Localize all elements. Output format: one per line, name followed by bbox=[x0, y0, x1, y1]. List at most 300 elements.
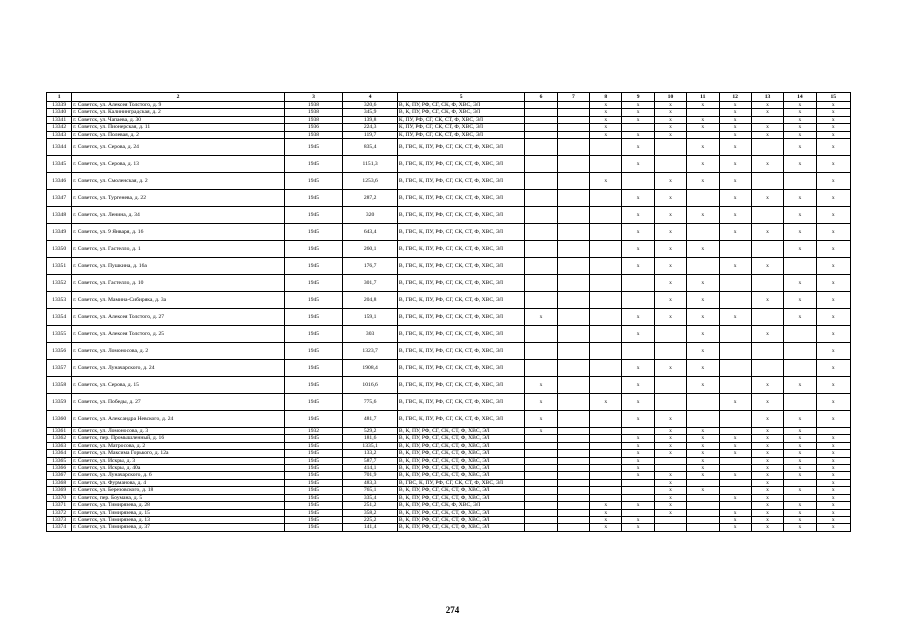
cell-mark-col-14 bbox=[784, 173, 816, 190]
cell-mark-col-15: x bbox=[816, 457, 850, 464]
column-header: 1 bbox=[47, 93, 72, 102]
table-row bbox=[47, 190, 851, 207]
cell-number: 13350 bbox=[47, 241, 72, 258]
cell-mark-col-6 bbox=[525, 139, 557, 156]
cell-utilities: В, ГВС, К, ПУ, РФ, СГ, СК, СТ, Ф, ХВС, ЭЛ bbox=[397, 224, 524, 241]
column-header: 6 bbox=[525, 93, 557, 102]
cell-mark-col-7 bbox=[557, 207, 589, 224]
cell-mark-col-11: x bbox=[687, 428, 719, 435]
cell-mark-col-8 bbox=[590, 457, 622, 464]
cell-mark-col-14: x bbox=[784, 428, 816, 435]
cell-number: 13357 bbox=[47, 360, 72, 377]
cell-mark-col-15: x bbox=[816, 450, 850, 457]
cell-utilities: К, ПУ, РФ, СГ, СК, СТ, Ф, ХВС, ЭЛ bbox=[397, 124, 524, 131]
cell-number: 13359 bbox=[47, 394, 72, 411]
cell-mark-col-15: x bbox=[816, 116, 850, 123]
cell-mark-col-11: x bbox=[687, 465, 719, 472]
cell-mark-col-10: x bbox=[654, 502, 686, 509]
cell-mark-col-10: x bbox=[654, 102, 686, 109]
cell-mark-col-13: x bbox=[751, 502, 783, 509]
cell-number: 13345 bbox=[47, 156, 72, 173]
cell-mark-col-9: x bbox=[622, 472, 654, 479]
cell-number: 13369 bbox=[47, 487, 72, 494]
cell-mark-col-8: x bbox=[590, 516, 622, 523]
cell-utilities: В, ГВС, К, ПУ, РФ, СГ, СК, СТ, Ф, ХВС, ЭЛ bbox=[397, 241, 524, 258]
cell-mark-col-11 bbox=[687, 109, 719, 116]
cell-area: 1323,7 bbox=[343, 343, 398, 360]
cell-mark-col-14: x bbox=[784, 156, 816, 173]
cell-address: г. Советск, ул. Гастелло, д. 1 bbox=[72, 241, 284, 258]
table-row bbox=[47, 509, 851, 516]
cell-number: 13362 bbox=[47, 435, 72, 442]
cell-mark-col-13: x bbox=[751, 224, 783, 241]
cell-mark-col-11: x bbox=[687, 173, 719, 190]
cell-mark-col-9: x bbox=[622, 516, 654, 523]
cell-mark-col-9 bbox=[622, 275, 654, 292]
cell-mark-col-14: x bbox=[784, 472, 816, 479]
cell-mark-col-14: x bbox=[784, 487, 816, 494]
cell-mark-col-14: x bbox=[784, 109, 816, 116]
cell-mark-col-6 bbox=[525, 343, 557, 360]
cell-mark-col-10: x bbox=[654, 207, 686, 224]
table-row bbox=[47, 131, 851, 138]
cell-mark-col-9: x bbox=[622, 411, 654, 428]
cell-area: 481,7 bbox=[343, 411, 398, 428]
cell-mark-col-10 bbox=[654, 457, 686, 464]
cell-mark-col-14: x bbox=[784, 224, 816, 241]
cell-number: 13351 bbox=[47, 258, 72, 275]
cell-utilities: В, К, ПУ, РФ, СГ, СК, СТ, Ф, ХВС, ЭЛ bbox=[397, 487, 524, 494]
table-row bbox=[47, 292, 851, 309]
cell-mark-col-14 bbox=[784, 479, 816, 486]
cell-mark-col-15 bbox=[816, 428, 850, 435]
cell-mark-col-13: x bbox=[751, 465, 783, 472]
cell-year: 1932 bbox=[284, 428, 343, 435]
cell-mark-col-8 bbox=[590, 224, 622, 241]
cell-address: г. Советск, ул. Серова, д. 13 bbox=[72, 156, 284, 173]
cell-mark-col-7 bbox=[557, 450, 589, 457]
cell-mark-col-15: x bbox=[816, 479, 850, 486]
cell-mark-col-12 bbox=[719, 343, 751, 360]
cell-mark-col-10: x bbox=[654, 190, 686, 207]
cell-mark-col-14: x bbox=[784, 457, 816, 464]
cell-mark-col-15: x bbox=[816, 343, 850, 360]
cell-mark-col-9: x bbox=[622, 457, 654, 464]
cell-mark-col-14: x bbox=[784, 524, 816, 531]
cell-mark-col-14: x bbox=[784, 190, 816, 207]
cell-mark-col-11 bbox=[687, 494, 719, 501]
table-row bbox=[47, 394, 851, 411]
cell-mark-col-9 bbox=[622, 509, 654, 516]
cell-mark-col-13: x bbox=[751, 494, 783, 501]
cell-address: г. Советск, ул. Ломоносова, д. 3 bbox=[72, 428, 284, 435]
cell-mark-col-10 bbox=[654, 465, 686, 472]
cell-mark-col-9: x bbox=[622, 450, 654, 457]
cell-address: г. Советск, ул. Тимирязева, д. 13 bbox=[72, 516, 284, 523]
cell-mark-col-9: x bbox=[622, 131, 654, 138]
cell-area: 303 bbox=[343, 326, 398, 343]
cell-mark-col-12 bbox=[719, 428, 751, 435]
cell-year: 1945 bbox=[284, 139, 343, 156]
cell-number: 13360 bbox=[47, 411, 72, 428]
cell-mark-col-11: x bbox=[687, 442, 719, 449]
cell-year: 1945 bbox=[284, 156, 343, 173]
cell-mark-col-11: x bbox=[687, 139, 719, 156]
cell-utilities: В, ГВС, К, ПУ, РФ, СГ, СК, СТ, Ф, ХВС, ЭЛ bbox=[397, 309, 524, 326]
cell-mark-col-7 bbox=[557, 258, 589, 275]
cell-year: 1938 bbox=[284, 131, 343, 138]
cell-mark-col-14: x bbox=[784, 131, 816, 138]
cell-mark-col-8: x bbox=[590, 509, 622, 516]
cell-mark-col-13: x bbox=[751, 190, 783, 207]
cell-mark-col-14 bbox=[784, 394, 816, 411]
cell-year: 1945 bbox=[284, 435, 343, 442]
cell-mark-col-15: x bbox=[816, 241, 850, 258]
cell-utilities: В, ГВС, К, ПУ, РФ, СГ, СК, СТ, Ф, ХВС, ЭЛ bbox=[397, 326, 524, 343]
cell-mark-col-7 bbox=[557, 411, 589, 428]
cell-mark-col-13: x bbox=[751, 450, 783, 457]
cell-mark-col-10: x bbox=[654, 292, 686, 309]
cell-mark-col-12 bbox=[719, 377, 751, 394]
cell-mark-col-8: x bbox=[590, 116, 622, 123]
cell-area: 176,7 bbox=[343, 258, 398, 275]
column-header: 7 bbox=[557, 93, 589, 102]
cell-mark-col-10: x bbox=[654, 224, 686, 241]
table-body bbox=[47, 102, 851, 532]
cell-mark-col-12: x bbox=[719, 516, 751, 523]
cell-area: 414,1 bbox=[343, 465, 398, 472]
cell-mark-col-9 bbox=[622, 487, 654, 494]
cell-year: 1945 bbox=[284, 457, 343, 464]
cell-mark-col-11 bbox=[687, 516, 719, 523]
table-row bbox=[47, 450, 851, 457]
table-row bbox=[47, 275, 851, 292]
cell-utilities: В, ГВС, К, ПУ, РФ, СГ, СК, СТ, Ф, ХВС, ЭЛ bbox=[397, 173, 524, 190]
cell-area: 835,4 bbox=[343, 139, 398, 156]
cell-utilities: В, К, ПУ, РФ, СГ, СК, СТ, Ф, ХВС, ЭЛ bbox=[397, 435, 524, 442]
cell-mark-col-11: x bbox=[687, 156, 719, 173]
cell-mark-col-8 bbox=[590, 465, 622, 472]
cell-mark-col-11: x bbox=[687, 457, 719, 464]
table-row bbox=[47, 487, 851, 494]
cell-mark-col-12: x bbox=[719, 472, 751, 479]
cell-number: 13373 bbox=[47, 516, 72, 523]
cell-mark-col-9 bbox=[622, 173, 654, 190]
column-header: 14 bbox=[784, 93, 816, 102]
cell-mark-col-8: x bbox=[590, 502, 622, 509]
cell-address: г. Советск, ул. Ломоносова, д. 2 bbox=[72, 343, 284, 360]
cell-mark-col-13 bbox=[751, 275, 783, 292]
column-header: 13 bbox=[751, 93, 783, 102]
table-row bbox=[47, 309, 851, 326]
cell-mark-col-13: x bbox=[751, 411, 783, 428]
cell-mark-col-8: x bbox=[590, 173, 622, 190]
cell-mark-col-11: x bbox=[687, 207, 719, 224]
cell-mark-col-15: x bbox=[816, 190, 850, 207]
cell-mark-col-9 bbox=[622, 428, 654, 435]
cell-mark-col-8: x bbox=[590, 524, 622, 531]
cell-area: 301,7 bbox=[343, 275, 398, 292]
cell-year: 1936 bbox=[284, 124, 343, 131]
cell-mark-col-7 bbox=[557, 442, 589, 449]
cell-number: 13343 bbox=[47, 131, 72, 138]
page-number: 274 bbox=[445, 605, 460, 615]
cell-number: 13354 bbox=[47, 309, 72, 326]
cell-mark-col-14: x bbox=[784, 309, 816, 326]
cell-mark-col-14: x bbox=[784, 124, 816, 131]
table-row bbox=[47, 442, 851, 449]
cell-mark-col-15: x bbox=[816, 258, 850, 275]
cell-mark-col-9: x bbox=[622, 109, 654, 116]
cell-mark-col-13: x bbox=[751, 258, 783, 275]
column-header: 2 bbox=[72, 93, 284, 102]
cell-mark-col-14 bbox=[784, 360, 816, 377]
cell-mark-col-7 bbox=[557, 275, 589, 292]
cell-mark-col-11: x bbox=[687, 275, 719, 292]
cell-mark-col-14: x bbox=[784, 411, 816, 428]
cell-mark-col-8 bbox=[590, 472, 622, 479]
cell-mark-col-6 bbox=[525, 435, 557, 442]
cell-mark-col-7 bbox=[557, 494, 589, 501]
cell-mark-col-7 bbox=[557, 465, 589, 472]
cell-mark-col-9: x bbox=[622, 190, 654, 207]
cell-mark-col-8 bbox=[590, 343, 622, 360]
cell-utilities: В, К, ПУ, РФ, СГ, СК, СТ, Ф, ХВС, ЭЛ bbox=[397, 428, 524, 435]
cell-mark-col-13: x bbox=[751, 487, 783, 494]
cell-mark-col-13 bbox=[751, 360, 783, 377]
column-header: 11 bbox=[687, 93, 719, 102]
cell-mark-col-12: x bbox=[719, 109, 751, 116]
cell-area: 529,2 bbox=[343, 428, 398, 435]
cell-utilities: В, ГВС, К, ПУ, РФ, СГ, СК, СТ, Ф, ХВС, ЭЛ bbox=[397, 292, 524, 309]
cell-mark-col-11: x bbox=[687, 472, 719, 479]
cell-mark-col-9 bbox=[622, 292, 654, 309]
cell-number: 13342 bbox=[47, 124, 72, 131]
cell-mark-col-15: x bbox=[816, 394, 850, 411]
cell-mark-col-13: x bbox=[751, 394, 783, 411]
cell-mark-col-14: x bbox=[784, 377, 816, 394]
cell-address: г. Советск, ул. Ленина, д. 34 bbox=[72, 207, 284, 224]
cell-mark-col-10 bbox=[654, 326, 686, 343]
cell-mark-col-15: x bbox=[816, 502, 850, 509]
cell-mark-col-7 bbox=[557, 343, 589, 360]
cell-mark-col-10: x bbox=[654, 509, 686, 516]
cell-mark-col-15: x bbox=[816, 509, 850, 516]
cell-year: 1945 bbox=[284, 487, 343, 494]
cell-number: 13348 bbox=[47, 207, 72, 224]
cell-mark-col-7 bbox=[557, 516, 589, 523]
cell-mark-col-10: x bbox=[654, 124, 686, 131]
cell-mark-col-6 bbox=[525, 457, 557, 464]
cell-number: 13364 bbox=[47, 450, 72, 457]
cell-utilities: В, К, ПУ, РФ, СГ, СК, СТ, Ф, ХВС, ЭЛ bbox=[397, 442, 524, 449]
cell-utilities: В, К, ПУ, РФ, СГ, СК, СТ, Ф, ХВС, ЭЛ bbox=[397, 450, 524, 457]
cell-mark-col-12: x bbox=[719, 309, 751, 326]
cell-mark-col-11: x bbox=[687, 377, 719, 394]
cell-mark-col-10 bbox=[654, 343, 686, 360]
table-row bbox=[47, 224, 851, 241]
cell-mark-col-14: x bbox=[784, 116, 816, 123]
cell-mark-col-13 bbox=[751, 241, 783, 258]
cell-utilities: В, ГВС, К, ПУ, РФ, СГ, СК, СТ, Ф, ХВС, ЭЛ bbox=[397, 343, 524, 360]
cell-mark-col-12: x bbox=[719, 442, 751, 449]
cell-area: 358,2 bbox=[343, 509, 398, 516]
cell-mark-col-11 bbox=[687, 479, 719, 486]
cell-mark-col-15: x bbox=[816, 309, 850, 326]
table-row bbox=[47, 343, 851, 360]
cell-mark-col-15: x bbox=[816, 102, 850, 109]
cell-utilities: В, ГВС, К, ПУ, РФ, СГ, СК, СТ, Ф, ХВС, ЭЛ bbox=[397, 190, 524, 207]
cell-mark-col-6 bbox=[525, 450, 557, 457]
cell-mark-col-9: x bbox=[622, 309, 654, 326]
cell-address: г. Советск, ул. Пионерская, д. 11 bbox=[72, 124, 284, 131]
cell-mark-col-15: x bbox=[816, 472, 850, 479]
table-row bbox=[47, 116, 851, 123]
cell-mark-col-13 bbox=[751, 309, 783, 326]
cell-utilities: В, ГВС, К, ПУ, РФ, СГ, СК, СТ, Ф, ХВС, ЭЛ bbox=[397, 394, 524, 411]
cell-mark-col-14: x bbox=[784, 509, 816, 516]
cell-mark-col-13: x bbox=[751, 102, 783, 109]
cell-mark-col-7 bbox=[557, 524, 589, 531]
cell-area: 335,4 bbox=[343, 494, 398, 501]
cell-mark-col-11 bbox=[687, 131, 719, 138]
cell-mark-col-14 bbox=[784, 326, 816, 343]
cell-address: г. Советск, ул. Полевая, д. 2 bbox=[72, 131, 284, 138]
cell-mark-col-15: x bbox=[816, 109, 850, 116]
cell-address: г. Советск, ул. Тимирязева, д. 15 bbox=[72, 509, 284, 516]
cell-mark-col-14 bbox=[784, 258, 816, 275]
cell-area: 1335,1 bbox=[343, 442, 398, 449]
cell-number: 13361 bbox=[47, 428, 72, 435]
cell-mark-col-11 bbox=[687, 411, 719, 428]
cell-mark-col-12 bbox=[719, 479, 751, 486]
cell-mark-col-15: x bbox=[816, 173, 850, 190]
table-row bbox=[47, 479, 851, 486]
cell-mark-col-10: x bbox=[654, 275, 686, 292]
cell-number: 13353 bbox=[47, 292, 72, 309]
cell-mark-col-15: x bbox=[816, 156, 850, 173]
cell-mark-col-9: x bbox=[622, 524, 654, 531]
cell-mark-col-9: x bbox=[622, 258, 654, 275]
cell-number: 13368 bbox=[47, 479, 72, 486]
cell-mark-col-7 bbox=[557, 502, 589, 509]
cell-number: 13367 bbox=[47, 472, 72, 479]
cell-mark-col-8 bbox=[590, 411, 622, 428]
cell-mark-col-6 bbox=[525, 156, 557, 173]
cell-mark-col-6 bbox=[525, 173, 557, 190]
column-header: 15 bbox=[816, 93, 850, 102]
cell-number: 13341 bbox=[47, 116, 72, 123]
cell-mark-col-10: x bbox=[654, 411, 686, 428]
cell-utilities: В, ГВС, К, ПУ, РФ, СГ, СК, СТ, Ф, ХВС, ЭЛ bbox=[397, 275, 524, 292]
cell-utilities: К, ПУ, РФ, СГ, СК, СТ, Ф, ХВС, ЭЛ bbox=[397, 131, 524, 138]
cell-number: 13370 bbox=[47, 494, 72, 501]
cell-area: 587,7 bbox=[343, 457, 398, 464]
table-row bbox=[47, 241, 851, 258]
cell-mark-col-12 bbox=[719, 465, 751, 472]
cell-mark-col-10: x bbox=[654, 494, 686, 501]
cell-mark-col-6: x bbox=[525, 394, 557, 411]
cell-mark-col-12: x bbox=[719, 102, 751, 109]
cell-year: 1945 bbox=[284, 224, 343, 241]
cell-mark-col-6 bbox=[525, 275, 557, 292]
cell-number: 13372 bbox=[47, 509, 72, 516]
cell-year: 1945 bbox=[284, 190, 343, 207]
cell-address: г. Советск, ул. Фурманова, д. 4 bbox=[72, 479, 284, 486]
cell-mark-col-11 bbox=[687, 524, 719, 531]
cell-mark-col-13: x bbox=[751, 109, 783, 116]
cell-mark-col-10: x bbox=[654, 428, 686, 435]
table-row bbox=[47, 411, 851, 428]
cell-address: г. Советск, ул. Матросова, д. 2 bbox=[72, 442, 284, 449]
cell-mark-col-9: x bbox=[622, 435, 654, 442]
table-row bbox=[47, 326, 851, 343]
cell-mark-col-13: x bbox=[751, 131, 783, 138]
cell-mark-col-11: x bbox=[687, 435, 719, 442]
cell-utilities: В, ГВС, К, ПУ, РФ, СГ, СК, СТ, Ф, ХВС, ЭЛ bbox=[397, 156, 524, 173]
cell-mark-col-9: x bbox=[622, 241, 654, 258]
cell-mark-col-8 bbox=[590, 326, 622, 343]
cell-mark-col-13: x bbox=[751, 292, 783, 309]
cell-mark-col-9 bbox=[622, 494, 654, 501]
cell-mark-col-14: x bbox=[784, 442, 816, 449]
table-row bbox=[47, 502, 851, 509]
cell-mark-col-7 bbox=[557, 377, 589, 394]
cell-area: 345,9 bbox=[343, 109, 398, 116]
cell-year: 1945 bbox=[284, 394, 343, 411]
cell-mark-col-12: x bbox=[719, 394, 751, 411]
cell-mark-col-10: x bbox=[654, 435, 686, 442]
column-header: 8 bbox=[590, 93, 622, 102]
cell-mark-col-11: x bbox=[687, 326, 719, 343]
cell-mark-col-15: x bbox=[816, 224, 850, 241]
table-row bbox=[47, 360, 851, 377]
cell-address: г. Советск, ул. Тимирязева, д. 37 bbox=[72, 524, 284, 531]
cell-mark-col-7 bbox=[557, 102, 589, 109]
cell-mark-col-13 bbox=[751, 139, 783, 156]
cell-mark-col-12 bbox=[719, 502, 751, 509]
cell-mark-col-11 bbox=[687, 509, 719, 516]
cell-address: г. Советск, ул. Тимирязева, д. 28 bbox=[72, 502, 284, 509]
cell-utilities: В, К, ПУ, РФ, СГ, СК, СТ, Ф, ХВС, ЭЛ bbox=[397, 524, 524, 531]
cell-mark-col-7 bbox=[557, 241, 589, 258]
cell-mark-col-14: x bbox=[784, 241, 816, 258]
cell-mark-col-8 bbox=[590, 479, 622, 486]
cell-mark-col-13 bbox=[751, 173, 783, 190]
cell-year: 1945 bbox=[284, 494, 343, 501]
cell-utilities: В, К, ПУ, РФ, СГ, СК, Ф, ХВС, ЭЛ bbox=[397, 102, 524, 109]
cell-area: 260,1 bbox=[343, 241, 398, 258]
cell-area: 159,1 bbox=[343, 309, 398, 326]
cell-mark-col-11: x bbox=[687, 102, 719, 109]
cell-mark-col-6 bbox=[525, 131, 557, 138]
cell-mark-col-12 bbox=[719, 326, 751, 343]
cell-mark-col-11: x bbox=[687, 292, 719, 309]
cell-mark-col-15: x bbox=[816, 516, 850, 523]
cell-mark-col-14: x bbox=[784, 275, 816, 292]
cell-mark-col-8 bbox=[590, 241, 622, 258]
cell-mark-col-10: x bbox=[654, 472, 686, 479]
cell-mark-col-6 bbox=[525, 360, 557, 377]
cell-address: г. Советск, ул. Искры, д. 40а bbox=[72, 465, 284, 472]
cell-mark-col-12: x bbox=[719, 207, 751, 224]
cell-address: г. Советск, ул. Алексея Толстого, д. 27 bbox=[72, 309, 284, 326]
cell-mark-col-8: x bbox=[590, 131, 622, 138]
cell-mark-col-11 bbox=[687, 502, 719, 509]
cell-mark-col-8: x bbox=[590, 102, 622, 109]
cell-mark-col-6: x bbox=[525, 309, 557, 326]
cell-utilities: В, ГВС, К, ПУ, РФ, СГ, СК, СТ, Ф, ХВС, ЭЛ bbox=[397, 360, 524, 377]
